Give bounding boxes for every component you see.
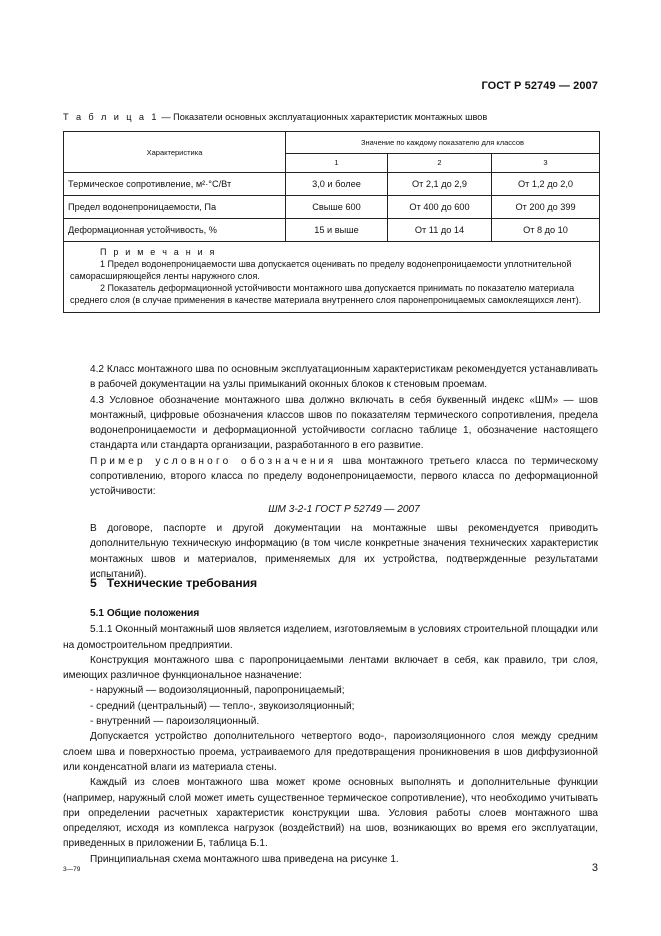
document-standard-header: ГОСТ Р 52749 — 2007 (481, 80, 598, 92)
header-class-2: 2 (388, 153, 492, 172)
row-class-3: От 8 до 10 (492, 219, 600, 242)
paragraph-4-2: 4.2 Класс монтажного шва по основным эксплуатационным характеристикам рекомендуется устанавливать в рабочей документации на узлы примыканий оконных блоков к стеновым проемам. (90, 364, 598, 391)
header-characteristic: Характеристика (64, 132, 286, 173)
layer-item: - средний (центральный) — тепло-, звукоизоляционный; (90, 700, 355, 712)
layer-item: - наружный — водоизоляционный, паропроницаемый; (90, 685, 345, 697)
section-title-text: Технические требования (106, 576, 258, 590)
table-notes (64, 242, 600, 313)
section-5-text (63, 606, 598, 867)
row-class-1: 15 и выше (286, 219, 388, 242)
note-1: 1 Предел водонепроницаемости шва допускается оценивать по пределу водонепроницаемости уплотнительной саморасширяющейся ленты наружного слоя. (70, 259, 572, 281)
section-5-title (90, 576, 257, 590)
footer-print-code: 3—79 (63, 866, 81, 873)
table-row (64, 196, 600, 219)
row-class-2: От 2,1 до 2,9 (388, 173, 492, 196)
row-name: Термическое сопротивление, м²·°С/Вт (64, 173, 286, 196)
paragraph-extra-layer: Допускается устройство дополнительного четвертого водо-, пароизоляционного слоя между средним слоем шва и поверхностью проема, устраиваемого для предотвращения проникновения в шов диффузионной или конденсатной влаги из материала стены. (63, 731, 598, 773)
example-text: шва монтажного третьего класса по термическому сопротивлению, второго класса по пределу водонепроницаемости, первого класса по деформационной устойчивости: (90, 455, 598, 498)
page-number: 3 (591, 862, 598, 874)
layer-item: - внутренний — пароизоляционный. (90, 716, 260, 728)
row-class-2: От 400 до 600 (388, 196, 492, 219)
example-label: Пример условного обозначения (90, 455, 337, 467)
header-class-1: 1 (286, 153, 388, 172)
table-caption-prefix: Т а б л и ц а 1 (63, 112, 159, 122)
table-caption-text: — Показатели основных эксплуатационных характеристик монтажных швов (158, 112, 488, 122)
table-row (64, 219, 600, 242)
table-row (64, 173, 600, 196)
row-class-2: От 11 до 14 (388, 219, 492, 242)
row-class-1: 3,0 и более (286, 173, 388, 196)
row-class-3: От 200 до 399 (492, 196, 600, 219)
paragraph-4-3: 4.3 Условное обозначение монтажного шва должно включать в себя буквенный индекс «ШМ» — шов монтажный, цифровые обозначения классов швов по показателям термического сопротивления, предела водонепроницаемости и деформационной устойчивости согласно таблице 1, обозначение настоящего стандарта или стандарта организации, разработанного в его развитие. (90, 394, 598, 452)
row-class-3: От 1,2 до 2,0 (492, 173, 600, 196)
example-paragraph (90, 454, 598, 500)
note-2: 2 Показатель деформационной устойчивости монтажного шва допускается принимать по показателю материала среднего слоя (в случае применения в качестве материала внутреннего слоя паронепроницаемых самоклеящихся лент). (70, 283, 582, 305)
paragraph-contract: В договоре, паспорте и другой документации на монтажные швы рекомендуется приводить дополнительную техническую информацию (в том числе конкретные значения технических характеристик монтажных швов и материалов, применяемых для их устройства, подтвержденные результатами испытаний). (90, 522, 598, 580)
table-caption (63, 112, 487, 122)
notes-title: П р и м е ч а н и я (100, 247, 217, 257)
subsection-5-1-title: 5.1 Общие положения (90, 608, 200, 619)
section-number: 5 (90, 576, 97, 590)
row-name: Деформационная устойчивость, % (64, 219, 286, 242)
row-name: Предел водонепроницаемости, Па (64, 196, 286, 219)
paragraph-each-layer: Каждый из слоев монтажного шва может кроме основных выполнять и дополнительные функции (например, наружный слой может иметь существенное термическое сопротивление), что необходимо учитывать при определении расчетных характеристик конструкции шва. Условия работы слоев монтажного шва определяют, исходя из комплекса нагрузок (воздействий) на шов, возникающих во время его эксплуатации, приведенных в приложении Б, таблица Б.1. (63, 777, 598, 850)
paragraph-construction: Конструкция монтажного шва с паропроницаемыми лентами включает в себя, как правило, три слоя, имеющих различное функциональное назначение: (63, 654, 598, 682)
header-class-3: 3 (492, 153, 600, 172)
characteristics-table (63, 131, 600, 313)
header-values: Значение по каждому показателю для классов (286, 132, 600, 154)
section-4-text (90, 362, 598, 582)
table-notes-row (64, 242, 600, 313)
designation-example: ШМ 3-2-1 ГОСТ Р 52749 — 2007 (268, 503, 420, 515)
paragraph-scheme: Принципиальная схема монтажного шва приведена на рисунке 1. (90, 853, 399, 865)
paragraph-5-1-1: 5.1.1 Оконный монтажный шов является изделием, изготовляемым в условиях строительной площадки или на домостроительном предприятии. (63, 624, 598, 651)
row-class-1: Свыше 600 (286, 196, 388, 219)
